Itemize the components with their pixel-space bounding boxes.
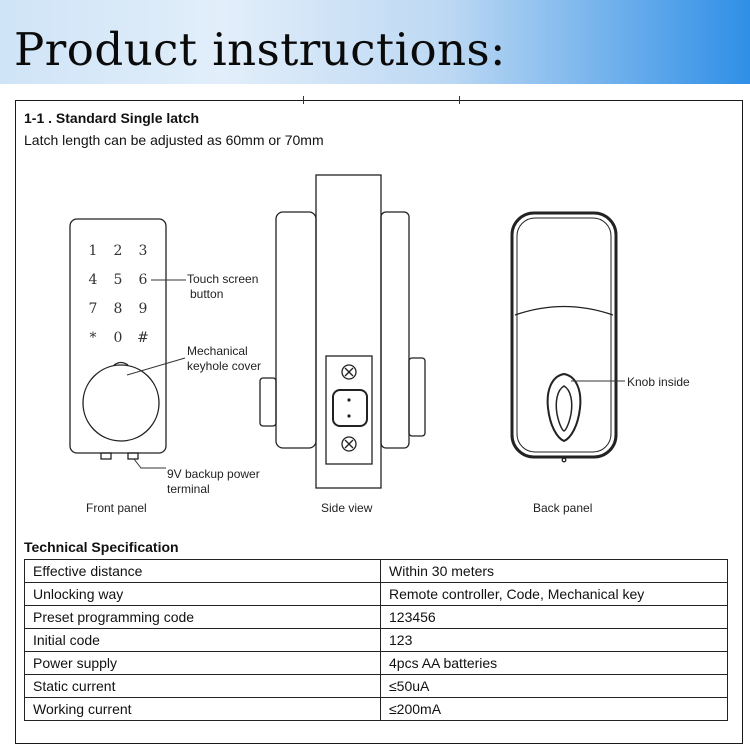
key-0: 0 [113, 330, 123, 346]
key-hash: # [137, 330, 149, 346]
table-row [25, 675, 728, 698]
side-latch-dots [347, 398, 350, 417]
table-row [25, 560, 728, 583]
spec-label: Static current [25, 675, 381, 698]
spec-value: 123456 [381, 606, 728, 629]
spec-value: 123 [381, 629, 728, 652]
callout-keyhole: Mechanical [187, 344, 248, 358]
front-panel-caption: Front panel [86, 501, 147, 515]
callout-keyhole-2: keyhole cover [187, 359, 262, 373]
spec-title: Technical Specification [24, 539, 179, 555]
spec-value: ≤50uA [381, 675, 728, 698]
callout-power: 9V backup power [167, 467, 260, 481]
key-6: 6 [138, 272, 148, 288]
side-view-drawing [260, 175, 425, 488]
table-row [25, 606, 728, 629]
front-leader-lines [127, 280, 186, 468]
key-2: 2 [113, 243, 123, 259]
back-panel-drawing [512, 213, 616, 462]
table-row [25, 652, 728, 675]
spec-value: ≤200mA [381, 698, 728, 721]
callout-power-2: terminal [167, 482, 210, 496]
spec-label: Unlocking way [25, 583, 381, 606]
callout-knob: Knob inside [627, 375, 690, 389]
spec-value: 4pcs AA batteries [381, 652, 728, 675]
key-3: 3 [138, 243, 148, 259]
callout-touch-screen: Touch screen [187, 272, 259, 286]
keypad [89, 243, 149, 346]
table-row [25, 698, 728, 721]
key-8: 8 [113, 301, 123, 317]
back-panel-caption: Back panel [533, 501, 593, 515]
key-1: 1 [88, 243, 98, 259]
spec-label: Power supply [25, 652, 381, 675]
spec-table [24, 559, 728, 721]
table-row [25, 583, 728, 606]
section-title: 1-1 . Standard Single latch [24, 110, 200, 126]
page-title: Product instructions: [14, 23, 506, 76]
spec-label: Preset programming code [25, 606, 381, 629]
callout-touch-screen-2: button [190, 287, 224, 301]
key-9: 9 [138, 301, 148, 317]
key-5: 5 [113, 272, 123, 288]
spec-value: Within 30 meters [381, 560, 728, 583]
spec-value: Remote controller, Code, Mechanical key [381, 583, 728, 606]
table-row [25, 629, 728, 652]
section-subtitle: Latch length can be adjusted as 60mm or 70mm [24, 132, 324, 148]
spec-label: Working current [25, 698, 381, 721]
key-star: * [89, 330, 97, 346]
side-view-caption: Side view [321, 501, 373, 515]
spec-label: Initial code [25, 629, 381, 652]
key-4: 4 [88, 272, 98, 288]
key-7: 7 [88, 301, 98, 317]
spec-label: Effective distance [25, 560, 381, 583]
